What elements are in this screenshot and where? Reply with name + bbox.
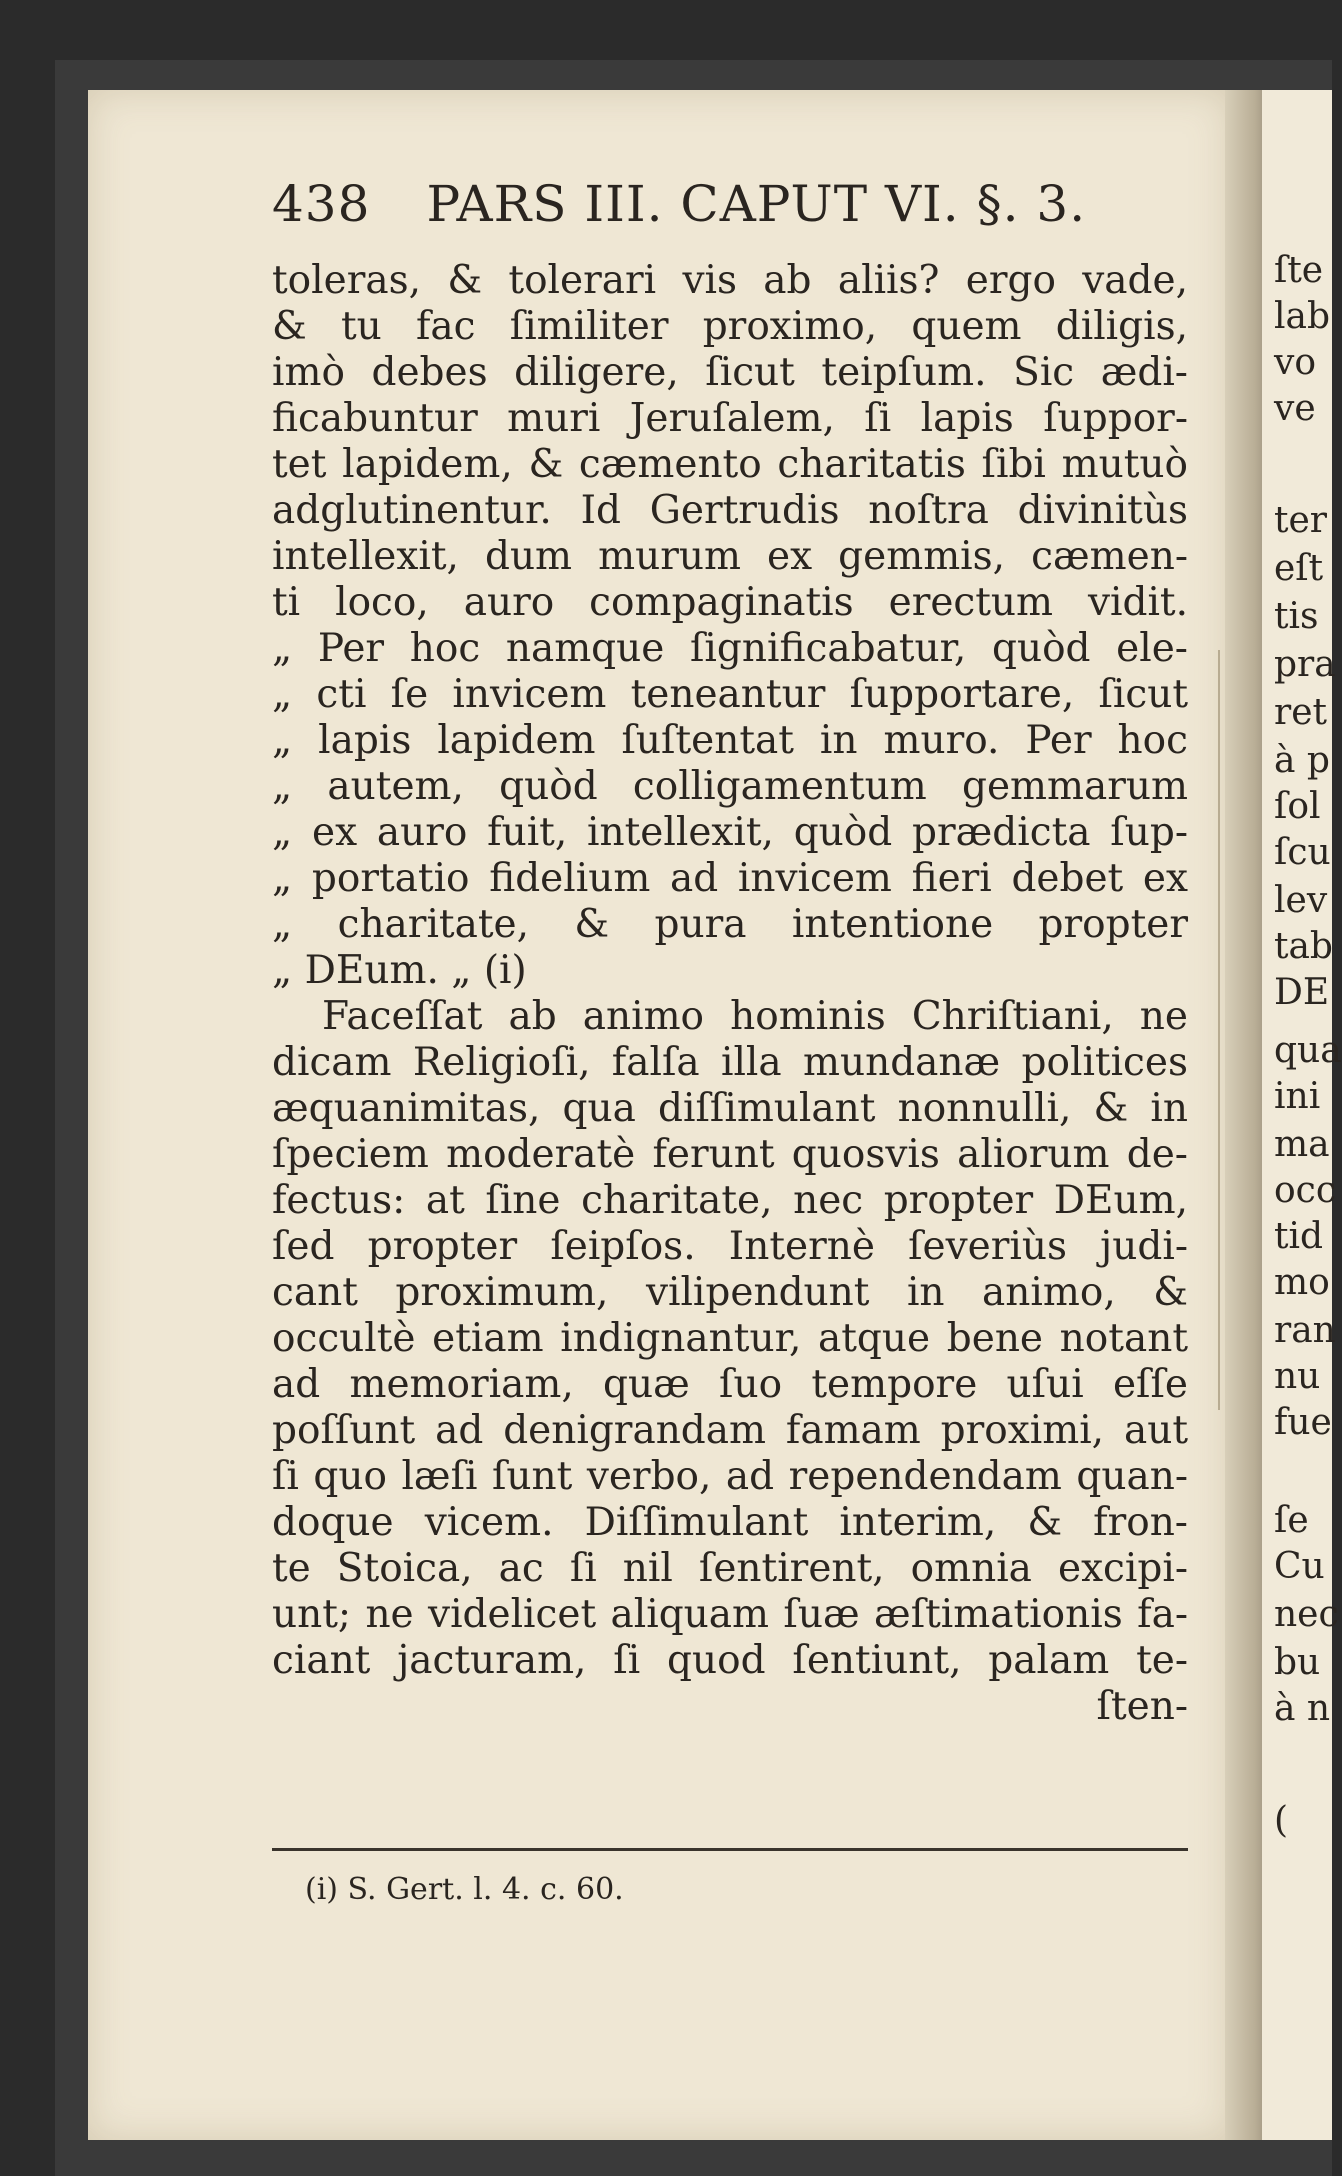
facing-line-fragment: ſe bbox=[1274, 1500, 1309, 1541]
facing-line-fragment: ve bbox=[1274, 388, 1316, 429]
facing-line-fragment: tid bbox=[1274, 1216, 1324, 1257]
facing-line-fragment: nec bbox=[1274, 1594, 1339, 1635]
text-line: „ ex auro fuit, intellexit, quòd prædicta ſup- bbox=[272, 810, 1188, 855]
facing-line-fragment: lev bbox=[1274, 880, 1328, 921]
text-line: fectus: at ſine charitate, nec propter DEum, bbox=[272, 1178, 1188, 1223]
facing-line-fragment: pra bbox=[1274, 644, 1336, 685]
text-line: occultè etiam indignantur, atque bene notant bbox=[272, 1316, 1188, 1361]
text-line: poſſunt ad denigrandam famam proximi, aut bbox=[272, 1408, 1188, 1453]
margin-shadow bbox=[1218, 650, 1220, 1410]
text-line: ſed propter ſeipſos. Internè ſeveriùs judi- bbox=[272, 1224, 1188, 1269]
facing-page bbox=[1262, 90, 1342, 2140]
facing-line-fragment: vo bbox=[1274, 342, 1317, 383]
facing-line-fragment: ſol bbox=[1274, 786, 1321, 827]
facing-line-fragment: à n bbox=[1274, 1688, 1331, 1729]
facing-line-fragment: ſcu bbox=[1274, 832, 1331, 873]
running-title: PARS III. CAPUT VI. §. 3. bbox=[426, 175, 1087, 233]
text-line: „ charitate, & pura intentione propter bbox=[272, 902, 1188, 947]
facing-line-fragment: DE bbox=[1274, 972, 1330, 1013]
text-line: adglutinentur. Id Gertrudis noſtra divinitùs bbox=[272, 488, 1188, 533]
facing-line-fragment: qua bbox=[1274, 1030, 1342, 1071]
body-text bbox=[272, 258, 1188, 1730]
text-line: ſpeciem moderatè ferunt quosvis aliorum de- bbox=[272, 1132, 1188, 1177]
facing-line-fragment: ran bbox=[1274, 1310, 1336, 1351]
facing-line-fragment: eſt bbox=[1274, 548, 1324, 589]
text-line: ti loco, auro compaginatis erectum vidit. bbox=[272, 580, 1188, 625]
footnote-rule bbox=[272, 1848, 1188, 1851]
text-line: cant proximum, vilipendunt in animo, & bbox=[272, 1270, 1188, 1315]
facing-line-fragment: Cu bbox=[1274, 1546, 1325, 1587]
facing-line-fragment: mo bbox=[1274, 1262, 1330, 1303]
facing-line-fragment: ſte bbox=[1274, 250, 1324, 291]
text-line: „ cti ſe invicem teneantur ſupportare, ſicut bbox=[272, 672, 1188, 717]
facing-line-fragment: ini bbox=[1274, 1076, 1321, 1117]
facing-line-fragment: ma bbox=[1274, 1124, 1330, 1165]
text-line: „ portatio fidelium ad invicem fieri debet ex bbox=[272, 856, 1188, 901]
footnote: (i) S. Gert. l. 4. c. 60. bbox=[305, 1872, 624, 1907]
text-line: toleras, & tolerari vis ab aliis? ergo vade, bbox=[272, 258, 1188, 303]
text-line: ficabuntur muri Jeruſalem, ſi lapis ſuppor- bbox=[272, 396, 1188, 441]
text-line: & tu fac ſimiliter proximo, quem diligis, bbox=[272, 304, 1188, 349]
facing-line-fragment: ret bbox=[1274, 692, 1327, 733]
text-line: dicam Religioſi, falſa illa mundanæ politices bbox=[272, 1040, 1188, 1085]
facing-line-fragment: à p bbox=[1274, 740, 1330, 781]
text-line: ſi quo læſi ſunt verbo, ad rependendam quan- bbox=[272, 1454, 1188, 1499]
text-line: imò debes diligere, ſicut teipſum. Sic ædi- bbox=[272, 350, 1188, 395]
text-line: æquanimitas, qua diſſimulant nonnulli, & in bbox=[272, 1086, 1188, 1131]
facing-line-fragment: tab bbox=[1274, 926, 1333, 967]
facing-line-fragment: ter bbox=[1274, 500, 1327, 541]
text-line: intellexit, dum murum ex gemmis, cæmen- bbox=[272, 534, 1188, 579]
catchword: ſten- bbox=[1096, 1684, 1188, 1729]
text-line: ciant jacturam, ſi quod ſentiunt, palam te- bbox=[272, 1638, 1188, 1683]
text-line: „ Per hoc namque ſignificabatur, quòd ele- bbox=[272, 626, 1188, 671]
facing-line-fragment: occ bbox=[1274, 1170, 1336, 1211]
text-line: „ DEum. „ (i) bbox=[272, 948, 527, 993]
facing-line-fragment: fue bbox=[1274, 1402, 1332, 1443]
facing-line-fragment: nu bbox=[1274, 1356, 1321, 1397]
text-line: „ lapis lapidem ſuſtentat in muro. Per hoc bbox=[272, 718, 1188, 763]
facing-line-fragment: tis bbox=[1274, 596, 1319, 637]
facing-line-fragment: bu bbox=[1274, 1642, 1321, 1683]
page-number: 438 bbox=[272, 175, 371, 233]
text-line: te Stoica, ac ſi nil ſentirent, omnia excipi- bbox=[272, 1546, 1188, 1591]
text-line: „ autem, quòd colligamentum gemmarum bbox=[272, 764, 1188, 809]
text-line: doque vicem. Diſſimulant interim, & fron- bbox=[272, 1500, 1188, 1545]
running-header bbox=[272, 175, 1086, 233]
facing-line-fragment: lab bbox=[1274, 296, 1331, 337]
facing-line-fragment: ( bbox=[1274, 1800, 1289, 1841]
text-line: Faceſſat ab animo hominis Chriſtiani, ne bbox=[322, 994, 1188, 1039]
text-line: ad memoriam, quæ ſuo tempore uſui eſſe bbox=[272, 1362, 1188, 1407]
text-line: tet lapidem, & cæmento charitatis ſibi mutuò bbox=[272, 442, 1188, 487]
text-line: unt; ne videlicet aliquam ſuæ æſtimationis fa- bbox=[272, 1592, 1188, 1637]
